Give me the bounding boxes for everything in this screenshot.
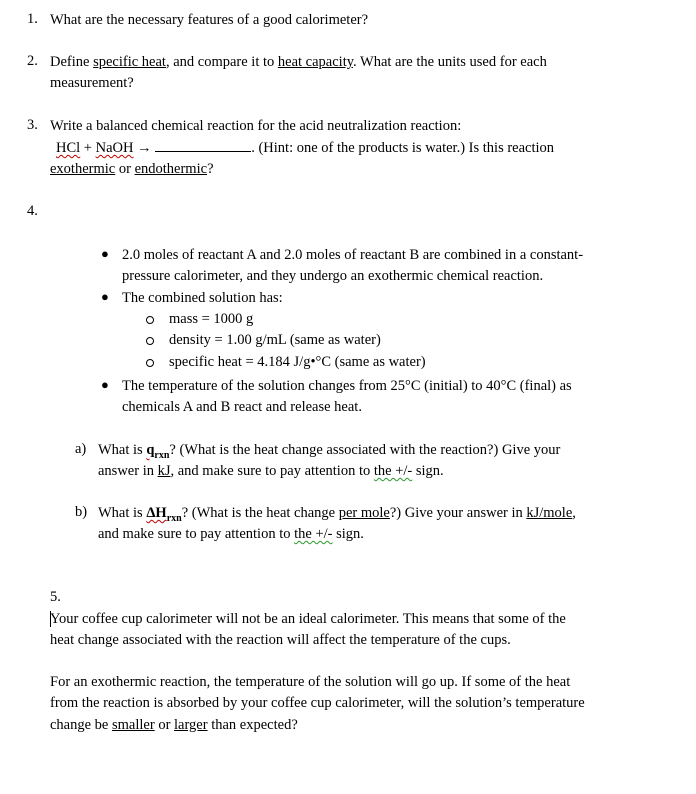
question-number-3: 3. (27, 117, 38, 133)
text: or (154, 717, 175, 733)
text: , (572, 505, 576, 521)
question-number-1: 1. (27, 11, 38, 27)
question-number-2: 2. (27, 53, 38, 69)
endothermic-term: endothermic (134, 161, 208, 177)
sub-bullet-specific-heat: specific heat = 4.184 J/g•°C (same as water) (169, 354, 426, 370)
part-a-line-2 (98, 462, 444, 480)
bullet-3-line-2: chemicals A and B react and release heat. (122, 399, 362, 415)
bullet-1-line-1: 2.0 moles of reactant A and 2.0 moles of reactant B are combined in a constant- (122, 247, 584, 263)
kj-per-mole-unit: kJ/mole (526, 505, 573, 521)
circle-bullet-icon (146, 359, 154, 367)
sub-bullet-density: density = 1.00 g/mL (same as water) (169, 332, 381, 348)
bullet-1-line-2: pressure calorimeter, and they undergo an exothermic chemical reaction. (122, 268, 544, 284)
text: or (115, 161, 135, 177)
question-number-5: 5. (50, 589, 61, 605)
question-5-para-2-line-2: from the reaction is absorbed by your coffee cup calorimeter, will the solution’s temperature (50, 695, 585, 711)
text: . What are the units used for each (353, 54, 547, 70)
answer-blank (155, 139, 251, 152)
text: Define (50, 54, 94, 70)
circle-bullet-icon (146, 337, 154, 345)
q-symbol: q (146, 442, 155, 458)
text: What is (98, 505, 147, 521)
text: and make sure to pay attention to (98, 526, 295, 542)
text: ? (What is the heat change associated with the reaction?) Give your (169, 442, 561, 458)
rxn-subscript: rxn (166, 512, 182, 524)
sign-term: the +/- (373, 463, 413, 479)
question-5-para-2-line-3 (50, 716, 298, 734)
question-1-text: What are the necessary features of a good calorimeter? (50, 12, 369, 28)
text: change be (50, 717, 112, 733)
question-3-line-2 (56, 139, 554, 157)
delta-h-symbol: ΔH (146, 505, 167, 521)
text: ? (207, 161, 214, 177)
bullet-icon: ● (101, 377, 109, 392)
question-3-line-1: Write a balanced chemical reaction for the acid neutralization reaction: (50, 118, 462, 134)
part-b-label: b) (75, 504, 88, 520)
hint-text: . (Hint: one of the products is water.) Is this reaction (251, 140, 555, 156)
text: What is (98, 442, 147, 458)
question-2-line-1 (50, 53, 547, 71)
question-5-para-1-line-2: heat change associated with the reaction will affect the temperature of the cups. (50, 632, 511, 648)
question-number-4: 4. (27, 203, 38, 219)
smaller-term: smaller (112, 717, 155, 733)
text: , and compare it to (165, 54, 278, 70)
part-a-label: a) (75, 441, 87, 457)
reaction-arrow-icon: → (133, 140, 156, 156)
sign-term: the +/- (294, 526, 333, 542)
per-mole-term: per mole (338, 505, 390, 521)
naoh-formula: NaOH (95, 140, 134, 156)
text: than expected? (207, 717, 298, 733)
hcl-formula: HCl (56, 140, 81, 156)
plus-sign: + (80, 140, 96, 156)
larger-term: larger (174, 717, 208, 733)
part-b-line-2 (98, 525, 364, 543)
rxn-subscript: rxn (154, 449, 170, 461)
heat-capacity-term: heat capacity (277, 54, 354, 70)
bullet-3-line-1: The temperature of the solution changes from 25°C (initial) to 40°C (final) as (122, 378, 572, 394)
bullet-icon: ● (101, 246, 109, 261)
question-3-line-3 (50, 160, 214, 178)
question-5-para-1-line-1: Your coffee cup calorimeter will not be an ideal calorimeter. This means that some of the (50, 611, 566, 627)
delta-h-rxn-symbol (146, 505, 182, 524)
q-rxn-symbol (146, 442, 170, 461)
bullet-2-text: The combined solution has: (122, 290, 283, 306)
sub-bullet-mass: mass = 1000 g (169, 311, 254, 327)
text: ? (What is the heat change (181, 505, 339, 521)
exothermic-term: exothermic (50, 161, 116, 177)
text: sign. (412, 463, 444, 479)
question-5-para-2-line-1: For an exothermic reaction, the temperature of the solution will go up. If some of the heat (50, 674, 571, 690)
text: answer in (98, 463, 158, 479)
text: , and make sure to pay attention to (170, 463, 374, 479)
specific-heat-term: specific heat (93, 54, 166, 70)
question-2-line-2: measurement? (50, 75, 134, 91)
kj-unit: kJ (157, 463, 171, 479)
bullet-icon: ● (101, 289, 109, 304)
text: sign. (332, 526, 364, 542)
circle-bullet-icon (146, 316, 154, 324)
text: ?) Give your answer in (389, 505, 527, 521)
